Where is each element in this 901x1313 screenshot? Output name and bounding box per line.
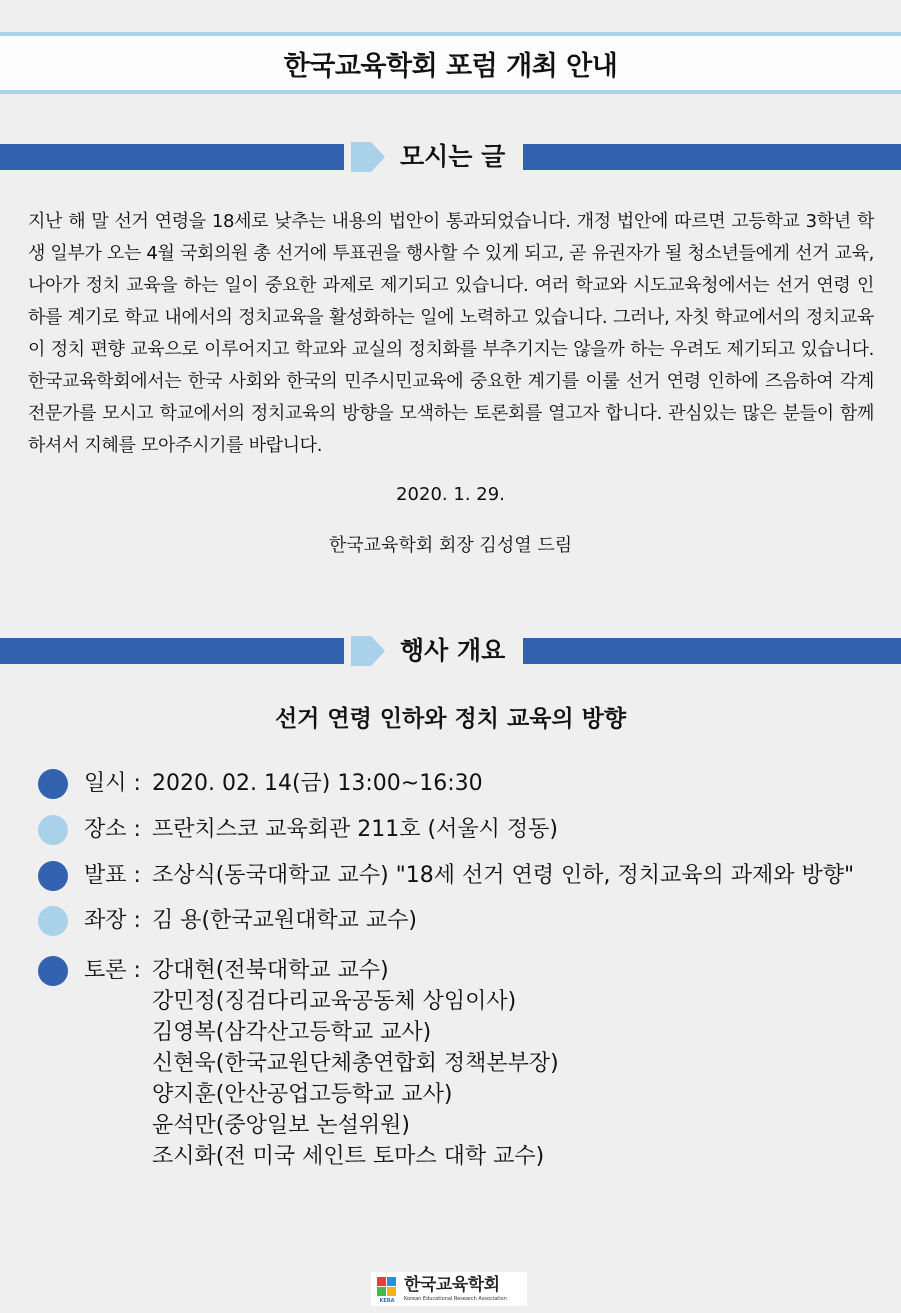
bullet-dot-icon (38, 815, 68, 845)
letter-signature: 한국교육학회 회장 김성열 드림 (328, 535, 573, 556)
section-heading: 모시는 글 (400, 142, 506, 171)
bullet-dot-icon (38, 956, 68, 986)
bullet-dot-icon (38, 906, 68, 936)
logo-english-text: Korean Educational Research Association (404, 1295, 507, 1302)
info-value: 김 용(한국교원대학교 교수) (152, 908, 417, 933)
header-bar-right (523, 638, 901, 664)
letter-date: 2020. 1. 29. (396, 484, 505, 505)
arrow-right-icon (351, 636, 385, 666)
info-key: 일시 : (84, 771, 141, 796)
page-title: 한국교육학회 포럼 개최 안내 (283, 50, 618, 82)
event-title: 선거 연령 인하와 정치 교육의 방향 (274, 706, 627, 732)
list-item: 조시화(전 미국 세인트 토마스 대학 교수) (152, 1144, 545, 1169)
invitation-paragraph: 지난 해 말 선거 연령을 18세로 낮추는 내용의 법안이 통과되었습니다. 개정 법안에 따르면 고등학교 3학년 학생 일부가 오는 4월 국회의원 총 선거에 투표권을 행사할 수 있게 되고, 곧 유권자가 될 청소년들에게 선거 교육, 나아가 정치 교육을 하는 일이 중요한 과제로 제기되고 있습니다. 여러 학교와 시도교육청에서는 선거 연령 인하를 계기로 학교 내에서의 정치교육을 활성화하는 일에 노력하고 있습니다. 그러나, 자칫 학교에서의 정치교육이 정치 편향 교육으로 이루어지고 학교와 교실의 정치화를 부추기지는 않을까 하는 우려도 제기되고 있습니다. 한국교육학회에서는 한국 사회와 한국의 민주시민교육에 중요한 계기를 이룰 선거 연령 인하에 즈음하여 각계 전문가를 모시고 학교에서의 정치교육의 방향을 모색하는 토론회를 열고자 합니다. 관심있는 많은 분들이 함께 하셔서 지혜를 모아주시기를 바랍니다. (28, 211, 874, 456)
list-item: 신현욱(한국교원단체총연합회 정책본부장) (152, 1051, 559, 1076)
section-header-invitation (0, 142, 901, 172)
bullet-dot-icon (38, 769, 68, 799)
info-key: 토론 : (84, 958, 141, 983)
list-item: 양지훈(안산공업고등학교 교사) (152, 1082, 453, 1107)
info-key: 발표 : (84, 863, 141, 888)
section-header-overview (0, 636, 901, 666)
bullet-dot-icon (38, 861, 68, 891)
info-key: 장소 : (84, 817, 141, 842)
header-bar-right (523, 144, 901, 170)
panelist-list (152, 955, 559, 1172)
info-value: 프란치스코 교육회관 211호 (서울시 정동) (152, 817, 558, 842)
logo-korean-text: 한국교육학회 (404, 1274, 500, 1295)
title-banner (0, 32, 901, 94)
header-bar-left (0, 144, 344, 170)
info-value: 조상식(동국대학교 교수) "18세 선거 연령 인하, 정치교육의 과제와 방향" (152, 863, 855, 888)
list-item: 윤석만(중앙일보 논설위원) (152, 1113, 410, 1138)
list-item: 강대현(전북대학교 교수) (152, 958, 389, 983)
kera-logo-icon (375, 1275, 399, 1303)
info-key: 좌장 : (84, 908, 141, 933)
kera-logo (371, 1272, 527, 1306)
info-value: 2020. 02. 14(금) 13:00~16:30 (152, 771, 483, 796)
header-bar-left (0, 638, 344, 664)
list-item: 김영복(삼각산고등학교 교사) (152, 1020, 432, 1045)
arrow-right-icon (351, 142, 385, 172)
section-heading: 행사 개요 (400, 636, 506, 665)
list-item: 강민정(징검다리교육공동체 상임이사) (152, 989, 517, 1014)
svg-text:KERA: KERA (379, 1298, 395, 1303)
